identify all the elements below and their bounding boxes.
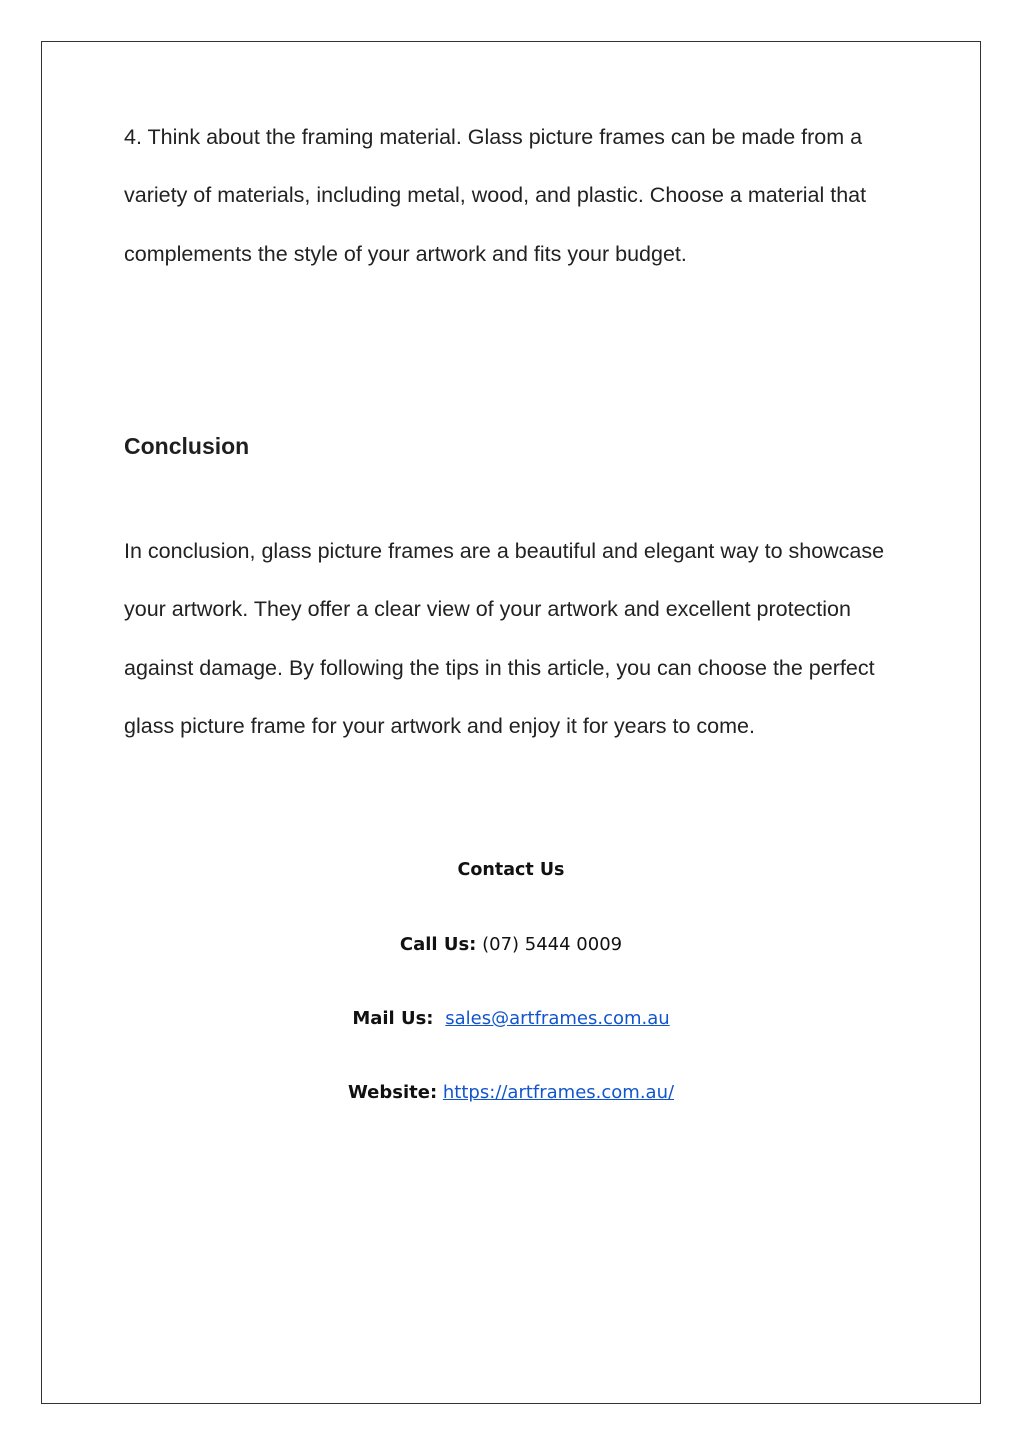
point-4-paragraph: 4. Think about the framing material. Glass picture frames can be made from a variety of materials, including metal, wood, and plastic. Choose a material that complements the style of your artwork and fits your budget. (124, 125, 867, 266)
phone-number: (07) 5444 0009 (482, 934, 623, 955)
website-line (41, 1082, 981, 1103)
mail-us-label: Mail Us: (352, 1008, 434, 1029)
website-label: Website: (347, 1082, 438, 1103)
email-link[interactable]: sales@artframes.com.au (445, 1008, 670, 1029)
point-4-section (124, 108, 914, 283)
call-us-label: Call Us: (399, 934, 477, 955)
website-link[interactable]: https://artframes.com.au/ (442, 1082, 675, 1103)
conclusion-section (124, 522, 914, 755)
conclusion-heading: Conclusion (124, 433, 250, 459)
conclusion-paragraph: In conclusion, glass picture frames are a beautiful and elegant way to showcase your artwork. They offer a clear view of your artwork and excellent protection against damage. By following the tips in this article, you can choose the perfect glass picture frame for your artwork and enjoy it for years to come. (124, 539, 885, 738)
call-us-line (41, 934, 981, 955)
mail-us-line (41, 1008, 981, 1029)
contact-title: Contact Us (457, 860, 565, 880)
